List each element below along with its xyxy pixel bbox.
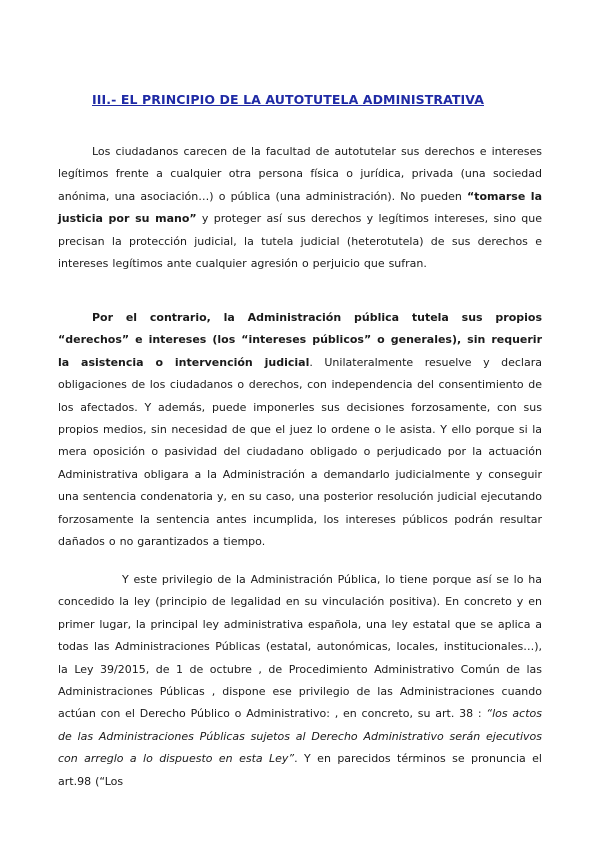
p1-text-2: y proteger así sus derechos y legítimos intereses, sino que precisan la protección judicial, la tutela judicial (heterotutela) de sus derechos e intereses legítimos ante cualquier agresión o perjuicio que sufran. [58, 212, 542, 271]
p1-text-1: Los ciudadanos carecen de la facultad de autotutelar sus derechos e intereses legítimos frente a cualquier otra persona física o jurídica, privada (una sociedad anónima, una asociación…) o pública (una administración). No pueden [58, 145, 542, 203]
paragraph-2 [58, 307, 542, 553]
p2-text-1: . Unilateralmente resuelve y declara obligaciones de los ciudadanos o derechos, con independencia del consentimiento de los afectados. Y además, puede imponerles sus decisiones forzosamente, con sus propios medios, sin necesidad de que el juez lo ordene o le asista. Y ello porque si la mera oposición o pasividad del ciudadano obligado o perjudicado por la actuación Administrativa obligara a la Administración a demandarlo judicialmente y conseguir una sentencia condenatoria y, en su caso, una posterior resolución judicial ejecutando forzosamente la sentencia antes incumplida, los intereses públicos podrán resultar dañados o no garantizados a tiempo. [58, 355, 542, 549]
p1-bold-quote: “tomarse la justicia por su mano” [58, 189, 542, 226]
paragraph-3 [58, 569, 542, 793]
paragraph-1 [58, 141, 542, 275]
p3-italic-quote: “los actos de las Administraciones Públicas sujetos al Derecho Administrativo serán ejecutivos con arreglo a lo dispuesto en esta Ley” [58, 707, 542, 766]
p3-text-1: Y este privilegio de la Administración Pública, lo tiene porque así se lo ha concedido la ley (principio de legalidad en su vinculación positiva). En concreto y en primer lugar, la principal ley administrativa española, una ley estatal que se aplica a todas las Administraciones Públicas (estatal, autonómicas, locales, institucionales…), la Ley 39/2015, de 1 de octubre , de Procedimiento Administrativo Común de las Administraciones Públicas , dispone ese privilegio de las Administraciones cuando actúan con el Derecho Público o Administrativo: , en concreto, su art. 38 : [58, 573, 542, 721]
p3-text-2: . Y en parecidos términos se pronuncia el art.98 (“Los [58, 752, 542, 788]
section-title: III.- EL PRINCIPIO DE LA AUTOTUTELA ADMINISTRATIVA [92, 92, 484, 107]
p2-bold-lead: Por el contrario, la Administración pública tutela sus propios “derechos” e intereses (los “intereses públicos” o generales), sin requerir la asistencia o intervención judicial [58, 311, 542, 369]
